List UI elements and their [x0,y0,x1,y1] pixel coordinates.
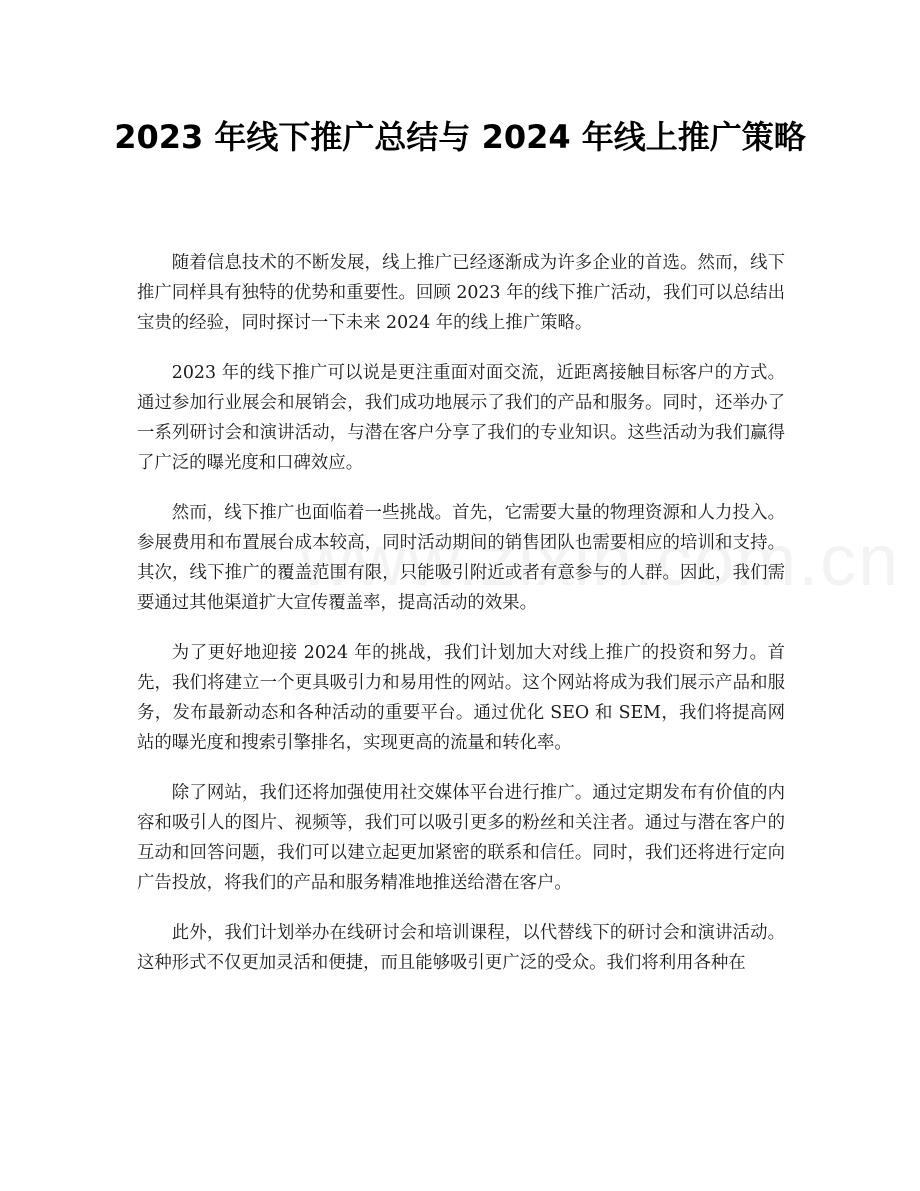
document-body [137,248,785,998]
paragraph-social-media: 除了网站，我们还将加强使用社交媒体平台进行推广。通过定期发布有价值的内容和吸引人的图片、视频等，我们可以吸引更多的粉丝和关注者。通过与潜在客户的互动和回答问题，我们可以建立起更加紧密的联系和信任。同时，我们还将进行定向广告投放，将我们的产品和服务精准地推送给潜在客户。 [137,783,785,893]
paragraph-website-plan: 为了更好地迎接 2024 年的挑战，我们计划加大对线上推广的投资和努力。首先，我们将建立一个更具吸引力和易用性的网站。这个网站将成为我们展示产品和服务，发布最新动态和各种活动的重要平台。通过优化 SEO 和 SEM，我们将提高网站的曝光度和搜索引擎排名，实现更高的流量和转化率。 [137,643,785,753]
paragraph-online-seminars: 此外，我们计划举办在线研讨会和培训课程，以代替线下的研讨会和演讲活动。这种形式不仅更加灵活和便捷，而且能够吸引更广泛的受众。我们将利用各种在 [137,923,785,973]
paragraph-intro: 随着信息技术的不断发展，线上推广已经逐渐成为许多企业的首选。然而，线下推广同样具有独特的优势和重要性。回顾 2023 年的线下推广活动，我们可以总结出宝贵的经验，同时探讨一下未来 2024 年的线上推广策略。 [137,253,785,333]
paragraph-offline-review: 2023 年的线下推广可以说是更注重面对面交流，近距离接触目标客户的方式。通过参加行业展会和展销会，我们成功地展示了我们的产品和服务。同时，还举办了一系列研讨会和演讲活动，与潜在客户分享了我们的专业知识。这些活动为我们赢得了广泛的曝光度和口碑效应。 [137,363,785,473]
paragraph-offline-challenges: 然而，线下推广也面临着一些挑战。首先，它需要大量的物理资源和人力投入。参展费用和布置展台成本较高，同时活动期间的销售团队也需要相应的培训和支持。其次，线下推广的覆盖范围有限，只能吸引附近或者有意参与的人群。因此，我们需要通过其他渠道扩大宣传覆盖率，提高活动的效果。 [137,503,785,613]
document-title: 2023 年线下推广总结与 2024 年线上推广策略 [114,118,806,156]
